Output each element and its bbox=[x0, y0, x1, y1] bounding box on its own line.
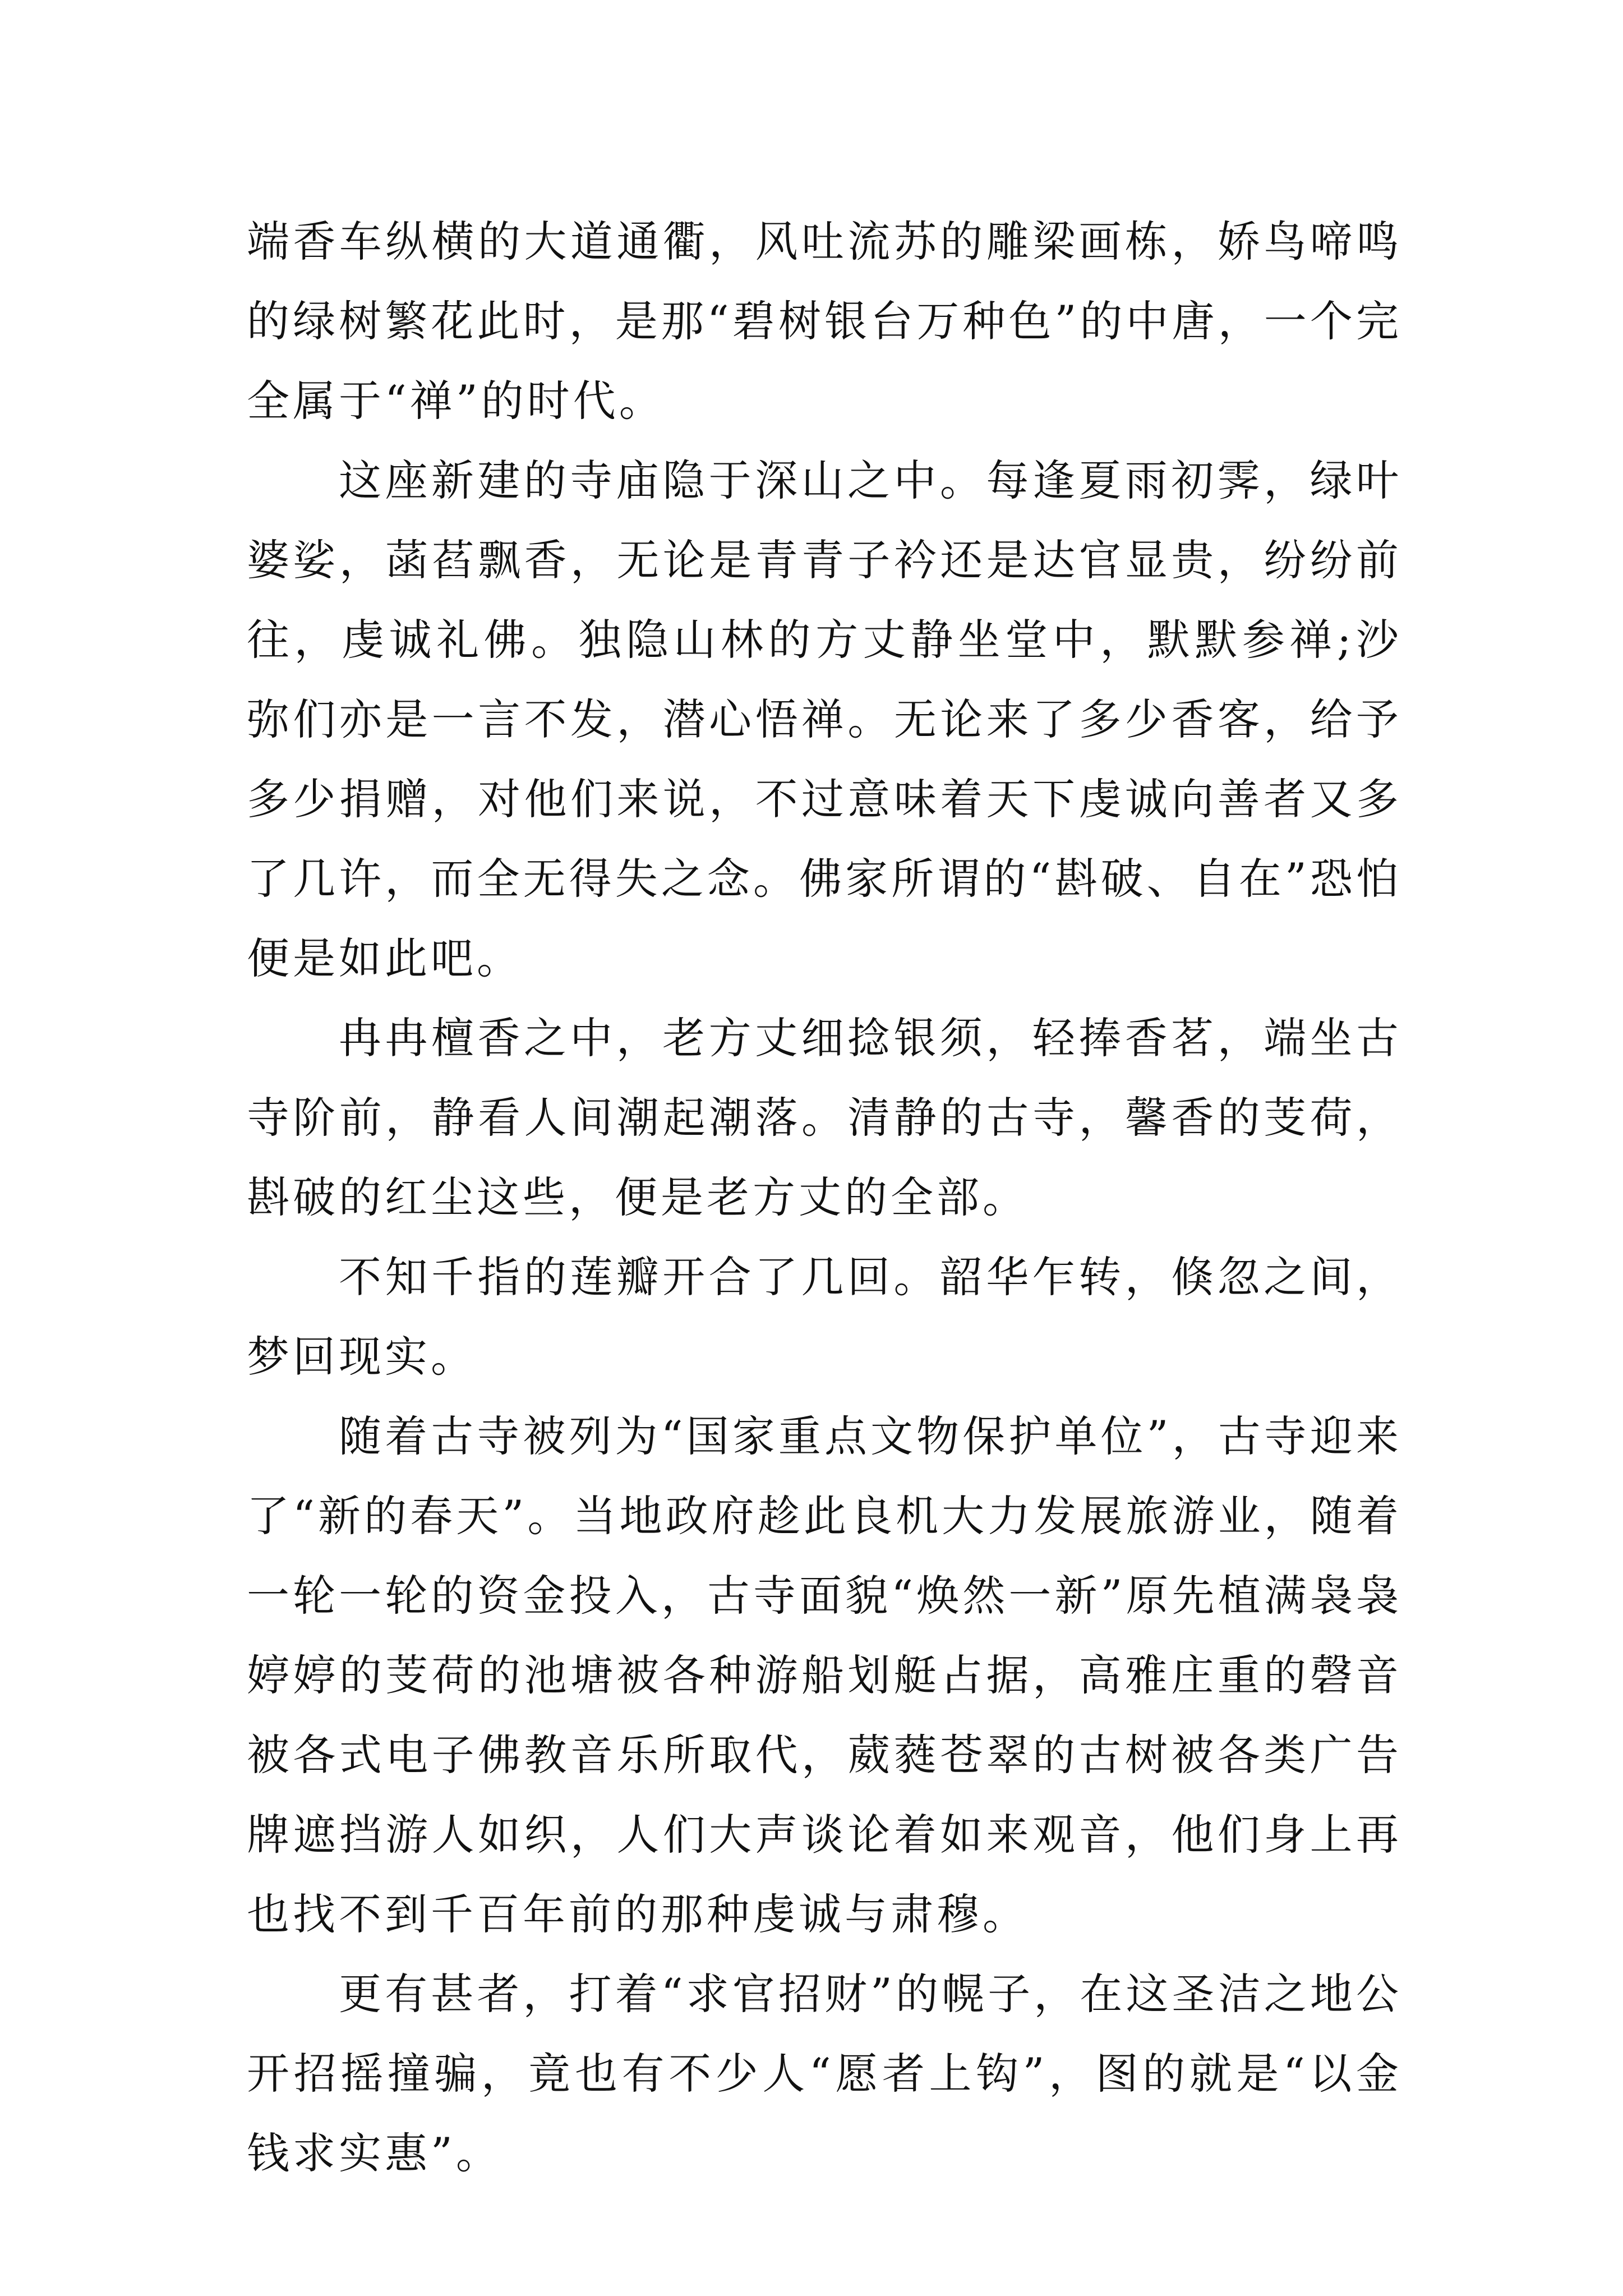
paragraph-1: 端香车纵横的大道通衢，风吐流苏的雕梁画栋，娇鸟啼鸣的绿树繁花此时，是那“碧树银台万种色”的中唐，一个完全属于“禅”的时代。 bbox=[247, 217, 1402, 426]
paragraph-2: 这座新建的寺庙隐于深山之中。每逢夏雨初霁，绿叶婆娑，菡萏飘香，无论是青青子衿还是达官显贵，纷纷前往，虔诚礼佛。独隐山林的方丈静坐堂中，默默参禅;沙弥们亦是一言不发，潜心悟禅。无论来了多少香客，给予多少捐赠，对他们来说，不过意味着天下虔诚向善者又多了几许，而全无得失之念。佛家所谓的“斟破、自在”恐怕便是如此吧。 bbox=[247, 455, 1402, 983]
body-text bbox=[247, 202, 1402, 2193]
paragraph-6: 更有甚者，打着“求官招财”的幌子，在这圣洁之地公开招摇撞骗，竟也有不少人“愿者上钩”，图的就是“以金钱求实惠”。 bbox=[247, 1969, 1402, 2178]
paragraph-3: 冉冉檀香之中，老方丈细捻银须，轻捧香茗，端坐古寺阶前，静看人间潮起潮落。清静的古寺，馨香的芰荷，斟破的红尘这些，便是老方丈的全部。 bbox=[247, 1013, 1402, 1222]
paragraph-4: 不知千指的莲瓣开合了几回。韶华乍转，倏忽之间，梦回现实。 bbox=[247, 1252, 1402, 1382]
paragraph-5: 随着古寺被列为“国家重点文物保护单位”，古寺迎来了“新的春天”。当地政府趁此良机大力发展旅游业，随着一轮一轮的资金投入，古寺面貌“焕然一新”原先植满袅袅婷婷的芰荷的池塘被各种游船划艇占据，高雅庄重的磬音被各式电子佛教音乐所取代，葳蕤苍翠的古树被各类广告牌遮挡游人如织，人们大声谈论着如来观音，他们身上再也找不到千百年前的那种虔诚与肃穆。 bbox=[247, 1411, 1402, 1939]
